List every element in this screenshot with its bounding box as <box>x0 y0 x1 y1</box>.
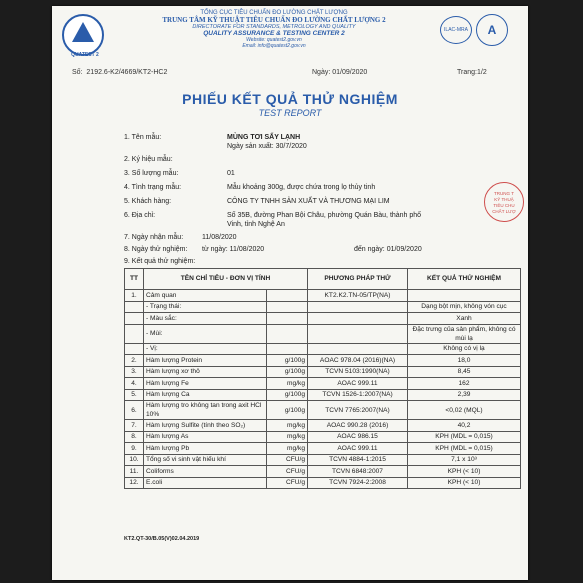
cell-method: TCVN 7765:2007(NA) <box>308 401 408 420</box>
cell-tt: 9. <box>125 443 144 455</box>
table-row <box>125 389 521 401</box>
cell-name: Hàm lượng Pb <box>144 443 267 455</box>
organization-block <box>114 10 434 49</box>
table-row <box>125 324 521 343</box>
cell-tt: 2. <box>125 355 144 367</box>
org-line4: QUALITY ASSURANCE & TESTING CENTER 2 <box>203 30 345 37</box>
form-code: KT2.QT-30/B.05(V)02.04.2019 <box>124 536 200 542</box>
cell-unit: mg/kg <box>267 420 308 432</box>
cell-unit: g/100g <box>267 401 308 420</box>
cell-tt: 4. <box>125 378 144 390</box>
table-row <box>125 443 521 455</box>
table-row <box>125 313 521 325</box>
cell-result: Đặc trưng của sản phẩm, không có mùi lạ <box>408 324 521 343</box>
cell-unit <box>267 324 308 343</box>
cell-name: Tổng số vi sinh vật hiếu khí <box>144 454 267 466</box>
cell-result: Không có vị lạ <box>408 343 521 355</box>
cell-method: AOAC 978.04 (2016)(NA) <box>308 355 408 367</box>
cell-tt: 5. <box>125 389 144 401</box>
org-line3: DIRECTORATE FOR STANDARDS, METROLOGY AND QUALITY <box>192 24 356 30</box>
cell-tt <box>125 301 144 313</box>
cell-method: TCVN 6848:2007 <box>308 466 408 478</box>
cell-name: Cảm quan <box>144 290 267 302</box>
red-stamp: TRUNG T KỸ THUẬ TIÊU CHU CHẤT LƯỢ <box>484 182 524 222</box>
cell-result <box>408 290 521 302</box>
cell-name: Hàm lượng tro không tan trong axit HCl 10% <box>144 401 267 420</box>
cell-method: AOAC 986.15 <box>308 431 408 443</box>
cell-unit: CFU/g <box>267 477 308 489</box>
cell-result: KPH (< 10) <box>408 477 521 489</box>
cell-method: TCVN 7924-2:2008 <box>308 477 408 489</box>
cell-unit: g/100g <box>267 355 308 367</box>
cell-name: Coliforms <box>144 466 267 478</box>
cell-tt: 3. <box>125 366 144 378</box>
table-row <box>125 301 521 313</box>
cell-method: AOAC 999.11 <box>308 378 408 390</box>
letterhead <box>52 6 528 68</box>
cell-unit: CFU/g <box>267 454 308 466</box>
cell-name: - Mùi: <box>144 324 267 343</box>
cell-name: Hàm lượng Fe <box>144 378 267 390</box>
org-line2: TRUNG TÂM KỸ THUẬT TIÊU CHUẨN ĐO LƯỜNG CHẤT LƯỢNG 2 <box>162 16 386 24</box>
cell-unit: mg/kg <box>267 443 308 455</box>
logo-text: QUATEST 2 <box>71 52 99 58</box>
table-row <box>125 420 521 432</box>
cell-unit <box>267 290 308 302</box>
ilac-badge: ILAC-MRA <box>440 16 472 44</box>
cell-method: TCVN 4884-1:2015 <box>308 454 408 466</box>
page-number: Trang:1/2 <box>457 69 487 76</box>
table-row <box>125 431 521 443</box>
cell-name: - Trạng thái: <box>144 301 267 313</box>
cell-unit <box>267 343 308 355</box>
cell-method: AOAC 990.28 (2016) <box>308 420 408 432</box>
cell-result: Dạng bột mịn, không vón cục <box>408 301 521 313</box>
org-line6: Email: info@quatest2.gov.vn <box>242 43 306 49</box>
cell-method <box>308 313 408 325</box>
table-row <box>125 401 521 420</box>
report-date: Ngày: 01/09/2020 <box>312 69 368 76</box>
cell-result: 7,1 x 10³ <box>408 454 521 466</box>
logo-triangle-icon <box>72 22 94 42</box>
cell-result: <0,02 (MQL) <box>408 401 521 420</box>
col-header-name: TÊN CHỈ TIÊU - ĐƠN VỊ TÍNH <box>144 269 308 290</box>
cell-unit <box>267 313 308 325</box>
cell-name: Hàm lượng Sulfite (tính theo SO₂) <box>144 420 267 432</box>
col-header-result: KẾT QUẢ THỬ NGHIỆM <box>408 269 521 290</box>
cell-unit: mg/kg <box>267 431 308 443</box>
cell-tt: 12. <box>125 477 144 489</box>
cell-result: Xanh <box>408 313 521 325</box>
cell-tt <box>125 313 144 325</box>
cell-method: AOAC 999.11 <box>308 443 408 455</box>
cell-tt <box>125 324 144 343</box>
col-header-tt: TT <box>125 269 144 290</box>
results-table <box>124 268 521 489</box>
cell-method <box>308 301 408 313</box>
cell-tt: 10. <box>125 454 144 466</box>
cell-name: Hàm lượng As <box>144 431 267 443</box>
cell-method: TCVN 5103:1990(NA) <box>308 366 408 378</box>
org-line1: TỔNG CỤC TIÊU CHUẨN ĐO LƯỜNG CHẤT LƯỢNG <box>200 10 348 16</box>
report-subtitle: TEST REPORT <box>258 108 322 118</box>
cell-name: - Vị: <box>144 343 267 355</box>
cell-unit <box>267 301 308 313</box>
table-row <box>125 355 521 367</box>
cell-method: TCVN 1526-1:2007(NA) <box>308 389 408 401</box>
cell-name: Hàm lượng Protein <box>144 355 267 367</box>
cell-result: KPH (MDL = 0,015) <box>408 443 521 455</box>
cell-unit: mg/kg <box>267 378 308 390</box>
quatest-logo <box>62 14 104 56</box>
cell-tt <box>125 343 144 355</box>
accreditation-letter: A <box>487 23 497 37</box>
table-row <box>125 466 521 478</box>
cell-tt: 11. <box>125 466 144 478</box>
cell-tt: 7. <box>125 420 144 432</box>
cell-result: 8,45 <box>408 366 521 378</box>
table-row <box>125 290 521 302</box>
cell-result: KPH (< 10) <box>408 466 521 478</box>
table-row <box>125 454 521 466</box>
cell-method <box>308 324 408 343</box>
cell-result: 40,2 <box>408 420 521 432</box>
org-line5: Website: quatest2.gov.vn <box>246 37 302 43</box>
cell-name: - Màu sắc: <box>144 313 267 325</box>
cell-result: 2,39 <box>408 389 521 401</box>
table-row <box>125 343 521 355</box>
cell-name: E.coli <box>144 477 267 489</box>
report-title: PHIẾU KẾT QUẢ THỬ NGHIỆM <box>182 91 398 107</box>
cell-result: 18,0 <box>408 355 521 367</box>
cell-name: Hàm lượng Ca <box>144 389 267 401</box>
report-sheet: QUATEST 2 TỔNG CỤC TIÊU CHUẨN ĐO LƯỜNG CHẤT LƯỢNG TRUNG TÂM KỸ THUẬT TIÊU CHUẨN ĐO LƯỜNG CHẤT LƯỢNG 2 DIRECTORATE FOR STANDARDS, METROLOGY AND QUALITY QUALITY ASSURANCE & TESTING CENTER 2 Website: quatest2.gov.vn Email: info@quatest2.gov.vn ILAC-MRA A Số: 2192.6-K2/4669/KT2-HC2 Ngày: 01/09/2020 Trang:1/2 PHIẾU KẾT QUẢ THỬ NGHIỆM TEST REPORT 1. Tên mẫu: MÙNG TƠI SẤY LẠNH Ngày sản xuất: 30/7/2020 2. Ký hiệu mẫu: 3. Số lượng mẫu: 01 4. Tình trạng mẫu: Mẫu khoảng 300g, được chứa trong lọ thủy tinh 5. Khách hàng: CÔNG TY TNHH SẢN XUẤT VÀ THƯƠNG MẠI LIM 6. Địa chỉ: Số 35B, đường Phan Bội Châu, phường Quán Bàu, thành phố Vinh, tỉnh Nghệ An 7. Ngày nhận mẫu: 11/08/2020 8. Ngày thử nghiệm: từ ngày: 11/08/2020 đến ngày: 01/09/2020 9. Kết quả thử nghiệm: TRUNG T KỸ THUẬ TIÊU CHU CHẤT LƯỢ TT TÊN CHỈ TIÊU - ĐƠN VỊ TÍNH PHƯƠNG PHÁP THỬ KẾT QUẢ THỬ NGHIỆM 1. Cảm quan KT2.K2.TN-05/TP(NA) - Trạng thái: Dạng bột mịn, không vón cục - Màu sắc: Xanh - Mùi: Đặc trưng của sản phẩm, không có mùi lạ - Vị: Không có vị lạ 2. Hàm lượng Protein g/100g AOAC 978.04 (2016)(NA) 18,0 3. Hàm lượng xơ thô g/100g TCVN 5103:1990(NA) 8,45 4. Hàm lượng Fe mg/kg AOAC 999.11 162 5. Hàm lượng Ca g/100g TCVN 1526-1:2007(NA) 2,39 6. Hàm lượng tro không tan trong axit HCl 10% g/100g TCVN 7765:2007(NA) <0,02 (MQL) 7. Hàm lượng Sulfite (tính theo SO₂) mg/kg AOAC 990.28 (2016) 40,2 8. Hàm lượng As mg/kg AOAC 986.15 KPH (MDL = 0,015) 9. Hàm lượng Pb mg/kg AOAC 999.11 KPH (MDL = 0,015) 10. Tổng số vi sinh vật hiếu khí CFU/g TCVN 4884-1:2015 7,1 x 10³ 11. Coliforms CFU/g TCVN 6848:2007 KPH (< 10) 12. E.coli CFU/g TCVN 7924-2:2008 KPH (< 10) KT2.QT-30/B.05(V)02.04.2019 <box>52 6 528 580</box>
cell-result: KPH (MDL = 0,015) <box>408 431 521 443</box>
cell-unit: CFU/g <box>267 466 308 478</box>
cell-name: Hàm lượng xơ thô <box>144 366 267 378</box>
table-header-row <box>125 269 521 290</box>
table-row <box>125 366 521 378</box>
cell-result: 162 <box>408 378 521 390</box>
report-number: Số: 2192.6-K2/4669/KT2-HC2 <box>72 69 168 76</box>
cell-tt: 1. <box>125 290 144 302</box>
col-header-method: PHƯƠNG PHÁP THỬ <box>308 269 408 290</box>
table-row <box>125 477 521 489</box>
accreditation-badge <box>476 14 508 46</box>
cell-tt: 8. <box>125 431 144 443</box>
cell-unit: g/100g <box>267 389 308 401</box>
table-row <box>125 378 521 390</box>
cell-tt: 6. <box>125 401 144 420</box>
cell-method <box>308 343 408 355</box>
cell-unit: g/100g <box>267 366 308 378</box>
cell-method: KT2.K2.TN-05/TP(NA) <box>308 290 408 302</box>
